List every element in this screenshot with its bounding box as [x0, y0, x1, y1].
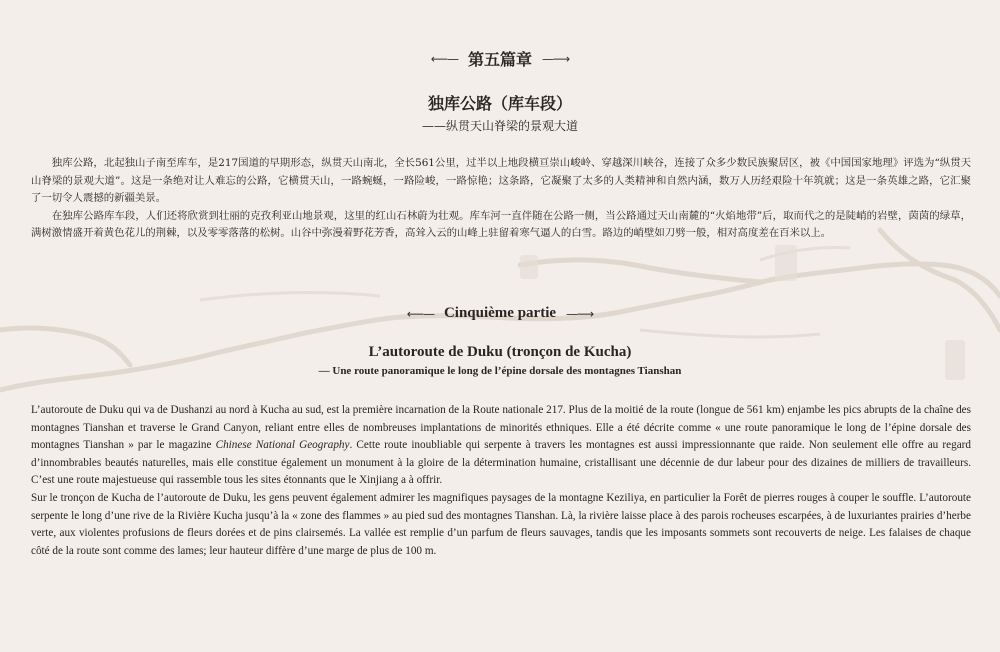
magazine-name: Chinese National Geography: [215, 439, 350, 452]
french-paragraph-1-start: L’autoroute de Duku qui va de Dushanzi au nord à Kucha au sud, est la première incarnation de la Route nationale 217. Plus de la moitié de la route (longue de 561 km) enjambe les pics abrupts de la chaîne des montagnes Tianshan et traverse le Grand Canyon, reliant entre elles de nombreuses implantations de minorités ethniques. Elle a été décrite comme « une route panoramique le long de l’épine dorsale des montagnes Tianshan » par le magazine: [31, 404, 971, 452]
chinese-subtitle: ——纵贯天山脊梁的景观大道: [421, 119, 578, 133]
left-arrow-ornament-icon: ⟵—: [430, 51, 458, 66]
french-paragraph-1: [31, 402, 971, 490]
french-paragraph-1-end: . Cette route inoubliable qui serpente à travers les montagnes est aussi impressionnante que raide. Non seulement elle offre au regard d’innombrables beautés naturelles, mais elle constitue également un monument à la gloire de la détermination humaine, cristallisant une décennie de dur labeur pour des dizaines de milliers de travailleurs. C’est une route majestueuse qui rassemble tous les sites étonnants que le Xinjiang a à offrir.: [31, 439, 971, 487]
chinese-title: 独库公路（库车段）: [427, 94, 572, 113]
right-arrow-ornament-icon: —⟶: [542, 51, 570, 66]
chinese-paragraph-1: 独库公路，北起独山子南至库车，是217国道的早期形态，纵贯天山南北，全长561公里，过半以上地段横亘崇山峻岭、穿越深川峡谷，连接了众多少数民族聚居区，被《中国国家地理》评选为“纵贯天山脊梁的景观大道”。这是一条绝对让人难忘的公路，它横贯天山，一路蜿蜒，一路险峻，一路惊艳；这条路，它凝聚了太多的人类精神和自然内涵，数万人历经艰险十年筑就；这是一条英雄之路，它汇聚了一切令人震撼的新疆美景。: [31, 157, 971, 204]
french-subtitle: — Une route panoramique le long de l’épine dorsale des montagnes Tianshan: [318, 365, 682, 377]
french-part-label: Cinquième partie: [443, 305, 557, 321]
chinese-part-heading: [0, 47, 1000, 70]
french-title: L’autoroute de Duku (tronçon de Kucha): [368, 344, 632, 360]
chinese-paragraph-2: 在独库公路库车段，人们还将欣赏到壮丽的克孜利亚山地景观，这里的红山石林蔚为壮观。库车河一直伴随在公路一侧，当公路通过天山南麓的“火焰地带”后，取而代之的是陡峭的岩壁，茵茵的绿草，满树激情盛开着黄色花儿的荆棘，以及零零落落的松树。山谷中弥漫着野花芳香，高耸入云的山峰上驻留着寒气逼人的白雪。路边的峭壁如刀劈一般，相对高度差在百米以上。: [31, 209, 971, 239]
chinese-part-label: 第五篇章: [467, 50, 532, 69]
chinese-body: [31, 155, 971, 243]
french-part-heading: [0, 305, 1000, 322]
left-arrow-ornament-icon: ⟵—: [406, 306, 434, 321]
right-arrow-ornament-icon: —⟶: [566, 306, 594, 321]
french-body: [31, 402, 971, 560]
french-paragraph-2: Sur le tronçon de Kucha de l’autoroute de Duku, les gens peuvent également admirer les magnifiques paysages de la montagne Keziliya, en particulier la Forêt de pierres rouges à couper le souffle. L’autoroute serpente le long d’une rive de la Rivière Kucha jusqu’à la « zone des flammes » au pied sud des montagnes Tianshan. Là, la rivière laisse place à des parois rocheuses escarpées, à de luxuriantes prairies d’herbe verte, aux violentes profusions de fleurs dorées et de pins clairsemés. La vallée est remplie d’un parfum de fleurs sauvages, tandis que les imposants sommets sont recouverts de neige. Les falaises de chaque côté de la route sont comme des lames; leur hauteur diffère d’une marge de plus de 100 m.: [31, 491, 971, 557]
